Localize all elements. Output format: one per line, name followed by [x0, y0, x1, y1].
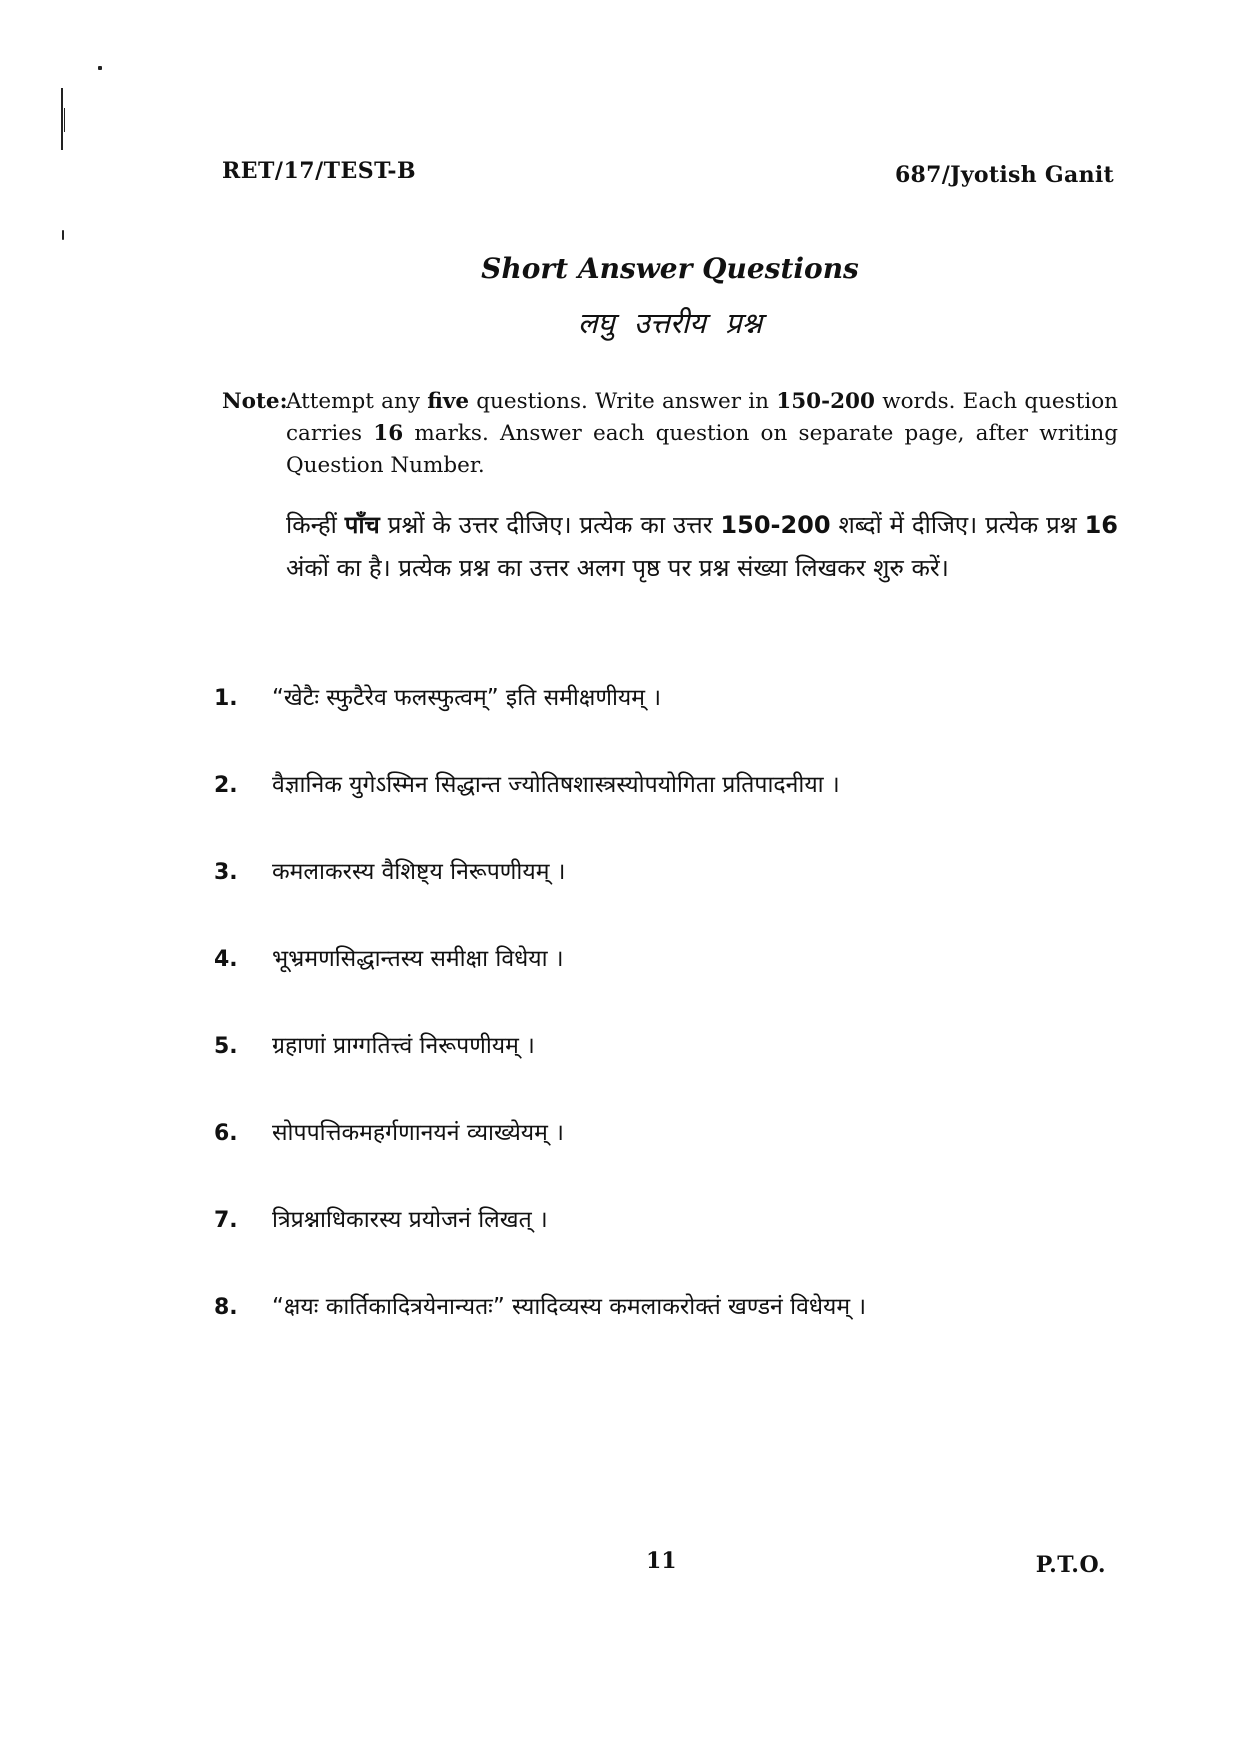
question-number: 5.: [214, 1034, 238, 1059]
question-number: 2.: [214, 773, 238, 798]
question-number: 1.: [214, 686, 238, 711]
page-number: 11: [646, 1548, 677, 1574]
instructions-english: [222, 386, 1118, 482]
section-title-hindi: लघु उत्तरीय प्रश्न: [577, 306, 763, 340]
question-text: ग्रहाणां प्राग्गतित्त्वं निरूपणीयम् ।: [272, 1033, 535, 1059]
section-title-english: Short Answer Questions: [481, 252, 859, 285]
please-turn-over: P.T.O.: [1035, 1552, 1106, 1578]
question-number: 6.: [214, 1121, 238, 1146]
question-number: 3.: [214, 860, 238, 885]
question-text: त्रिप्रश्नाधिकारस्य प्रयोजनं लिखत् ।: [272, 1207, 548, 1233]
question-text: “क्षयः कार्तिकादित्रयेनान्यतः” स्यादिव्यस्य कमलाकरोक्तं खण्डनं विधेयम् ।: [272, 1294, 867, 1320]
note-text-english: Attempt any five questions. Write answer in 150-200 words. Each question carries 16 marks. Answer each question on separate page, after writing Question Number.: [286, 389, 1118, 478]
question-item: [214, 1202, 1134, 1289]
scan-artifact-dot: [62, 230, 64, 240]
question-item: [214, 1115, 1134, 1202]
question-number: 4.: [214, 947, 238, 972]
question-list: [214, 680, 1134, 1376]
question-text: कमलाकरस्य वैशिष्ट्य निरूपणीयम् ।: [272, 859, 566, 885]
scan-artifact-dot: [98, 66, 102, 70]
question-item: [214, 767, 1134, 854]
question-item: [214, 854, 1134, 941]
question-item: [214, 941, 1134, 1028]
scan-artifact-line: [64, 108, 65, 132]
question-text: “खेटैः स्फुटैरेव फलस्फुत्वम्” इति समीक्षणीयम् ।: [272, 685, 662, 711]
question-item: [214, 1028, 1134, 1115]
paper-code: RET/17/TEST-B: [222, 158, 417, 184]
question-number: 7.: [214, 1208, 238, 1233]
scan-artifact-line: [61, 88, 63, 150]
question-item: [214, 680, 1134, 767]
question-text: वैज्ञानिक युगेऽस्मिन सिद्धान्त ज्योतिषशास्त्रस्योपयोगिता प्रतिपादनीया ।: [272, 772, 840, 798]
question-text: भूभ्रमणसिद्धान्तस्य समीक्षा विधेया ।: [272, 946, 564, 972]
question-text: सोपपत्तिकमहर्गणानयनं व्याख्येयम् ।: [272, 1120, 564, 1146]
instructions-hindi: किन्हीं पाँच प्रश्नों के उत्तर दीजिए। प्रत्येक का उत्तर 150-200 शब्दों में दीजिए। प्रत्येक प्रश्न 16 अंकों का है। प्रत्येक प्रश्न का उत्तर अलग पृष्ठ पर प्रश्न संख्या लिखकर शुरु करें।: [286, 511, 1119, 582]
question-item: [214, 1289, 1134, 1376]
subject-code: 687/Jyotish Ganit: [894, 162, 1114, 188]
note-label: Note:: [222, 389, 288, 414]
question-number: 8.: [214, 1295, 238, 1320]
